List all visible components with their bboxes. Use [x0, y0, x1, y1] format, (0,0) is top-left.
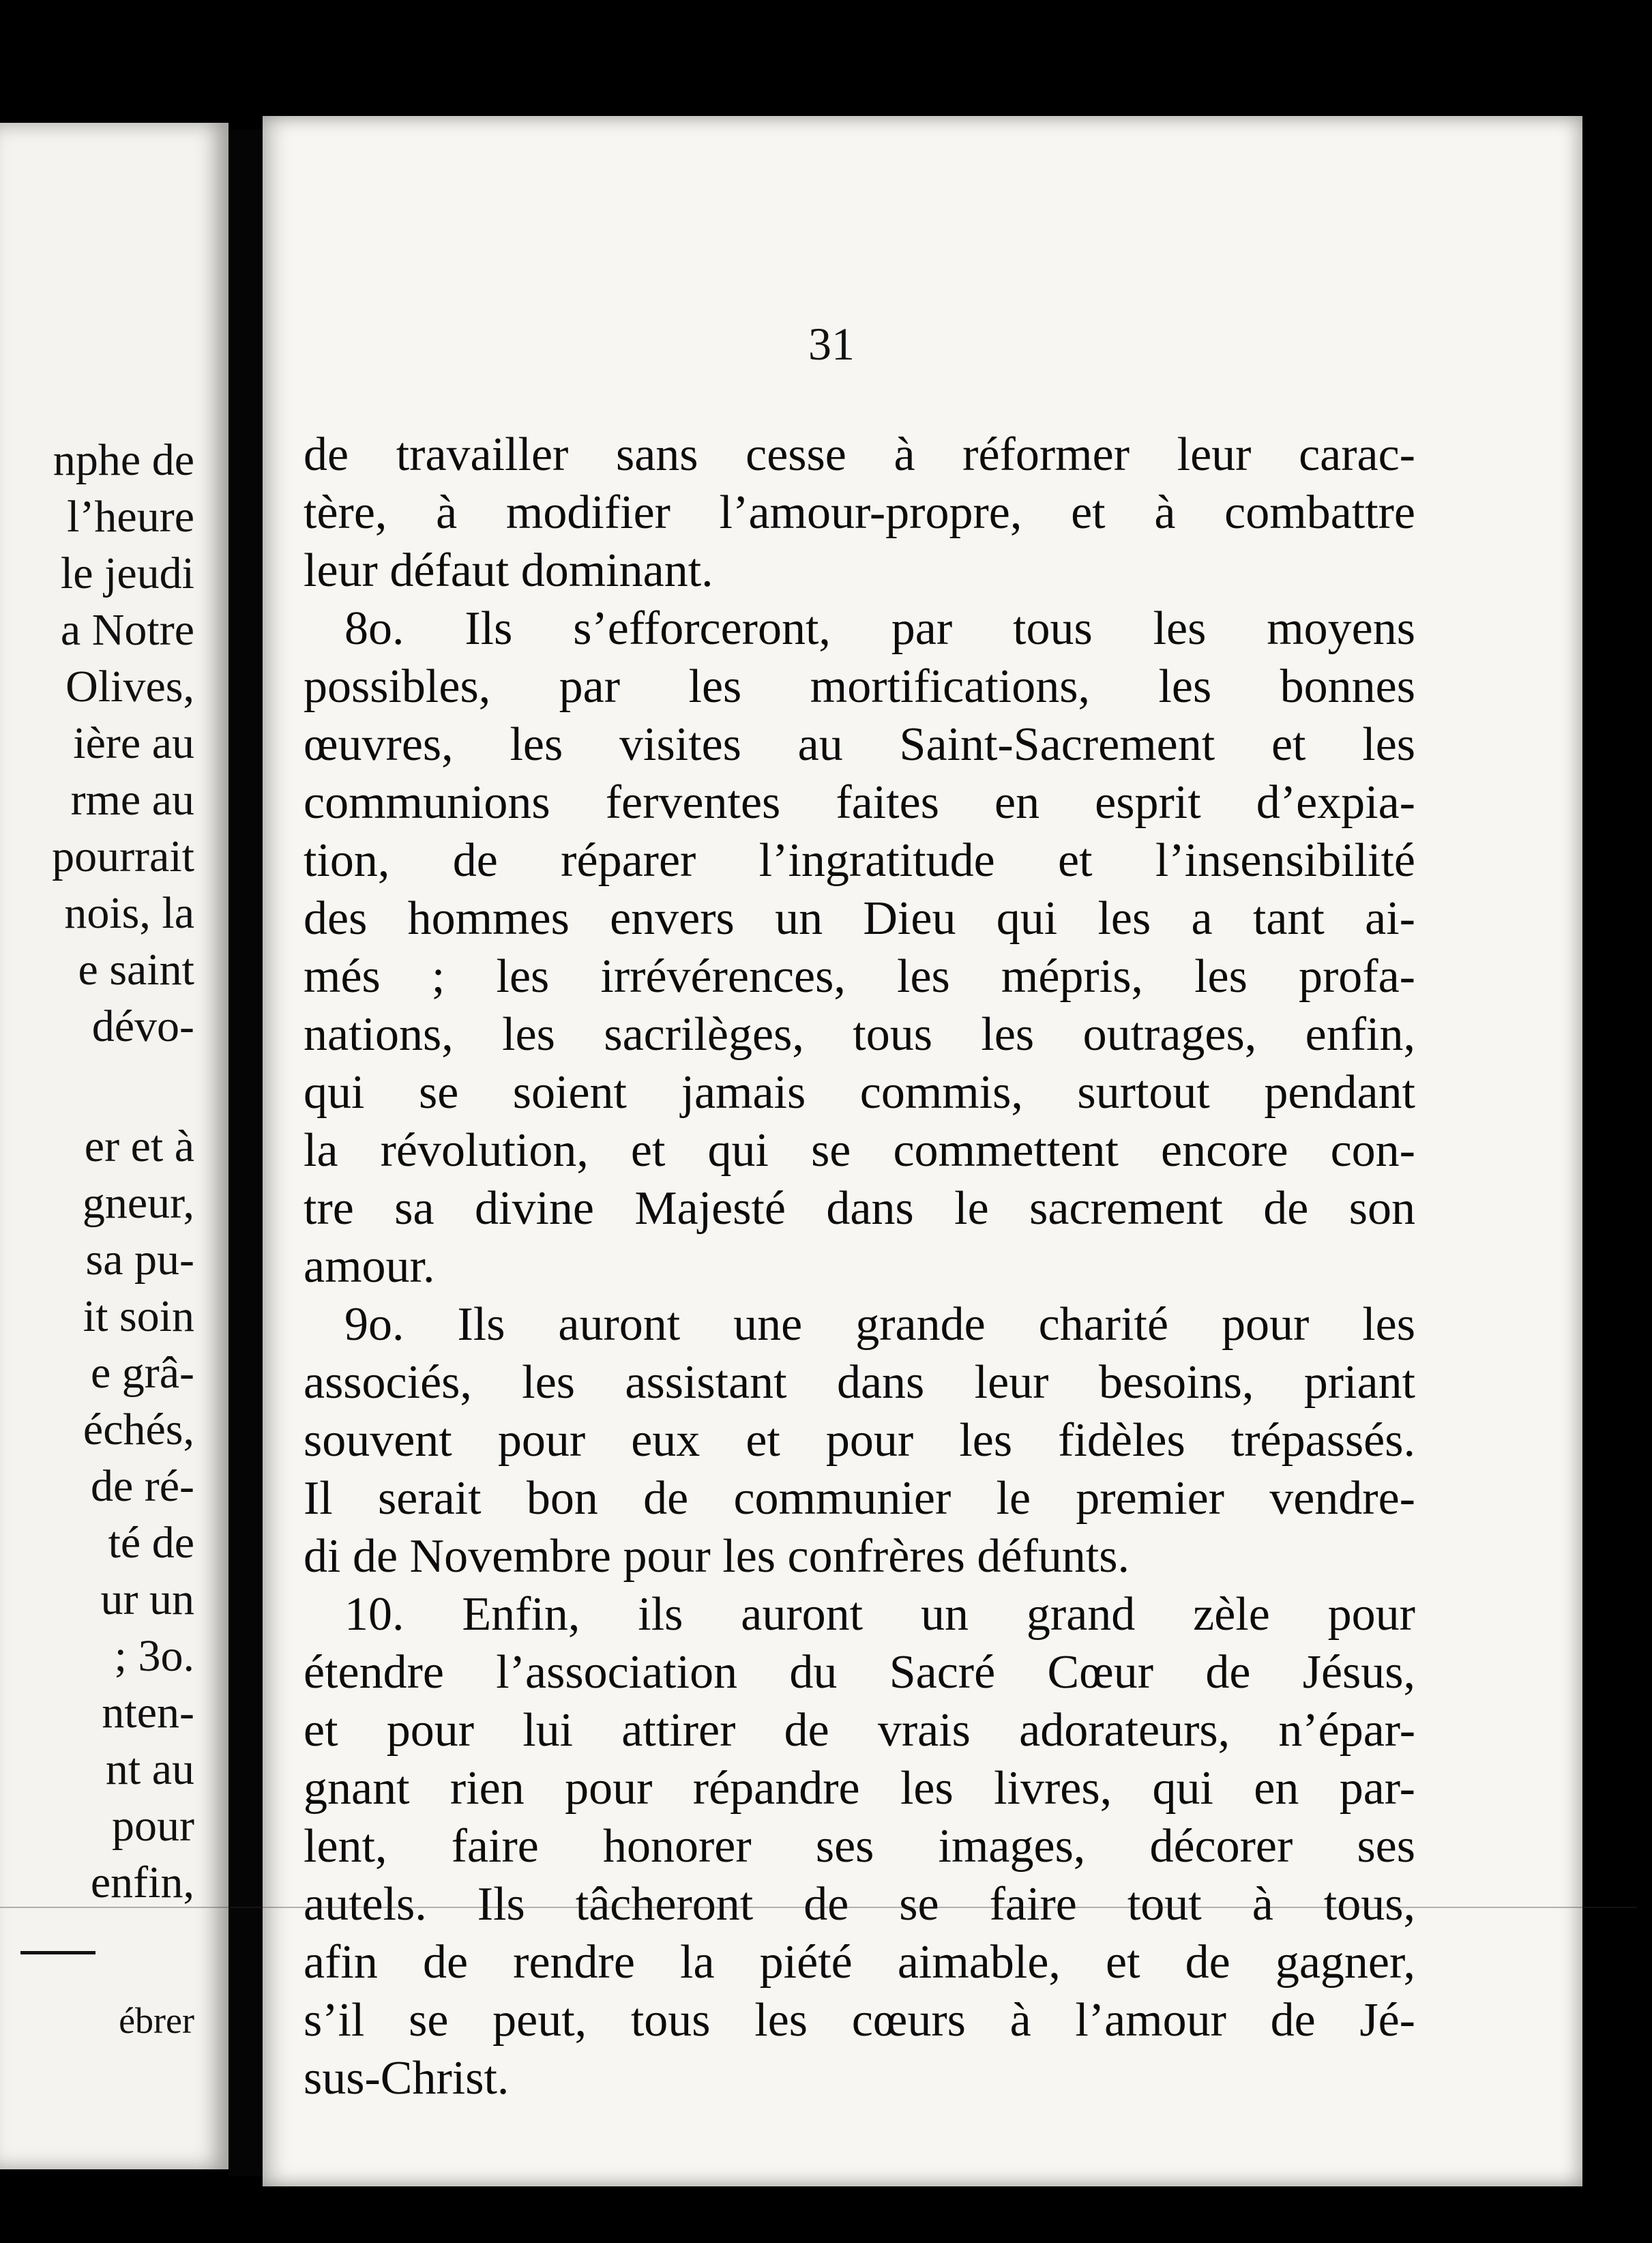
text-line: autels. Ils tâcheront de se faire tout à tous,	[304, 1878, 1415, 1931]
text-line: étendre l’association du Sacré Cœur de Jésus,	[304, 1646, 1415, 1699]
text-line: tre sa divine Majesté dans le sacrement de son	[304, 1182, 1415, 1235]
text-line: leur défaut dominant.	[304, 544, 713, 597]
left-page-line: l’heure	[67, 492, 194, 542]
text-line: afin de rendre la piété aimable, et de gagner,	[304, 1936, 1415, 1989]
left-page-line: sa pu-	[85, 1235, 194, 1285]
left-page-line: pourrait	[52, 832, 194, 881]
text-line: souvent pour eux et pour les fidèles trépassés.	[304, 1414, 1415, 1467]
text-line: s’il se peut, tous les cœurs à l’amour de Jé-	[304, 1994, 1415, 2047]
text-line: Il serait bon de communier le premier vendre-	[304, 1472, 1415, 1525]
text-line: tion, de réparer l’ingratitude et l’insensibilité	[304, 834, 1415, 887]
left-page-line: nten-	[102, 1688, 194, 1738]
left-page-line: ébrer	[119, 2000, 194, 2041]
text-line: lent, faire honorer ses images, décorer ses	[304, 1820, 1415, 1873]
text-line: la révolution, et qui se commettent encore con-	[304, 1124, 1415, 1177]
left-page-line: dévo-	[91, 1001, 194, 1051]
left-page-line: té de	[108, 1518, 194, 1568]
left-page-line: pour	[112, 1801, 194, 1851]
left-page-line: enfin,	[90, 1858, 194, 1907]
text-line: des hommes envers un Dieu qui les a tant ai-	[304, 892, 1415, 945]
text-line: communions ferventes faites en esprit d’expia-	[304, 776, 1415, 829]
left-page-line: er et à	[84, 1122, 194, 1171]
text-line: œuvres, les visites au Saint-Sacrement et les	[304, 718, 1415, 771]
left-page-line: de ré-	[90, 1461, 194, 1511]
left-page-line: Olives,	[65, 662, 194, 712]
left-page-line: ; 3o.	[114, 1631, 194, 1681]
text-line: sus-Christ.	[304, 2052, 510, 2105]
text-line: 10. Enfin, ils auront un grand zèle pour	[344, 1588, 1415, 1641]
left-page-line: e saint	[78, 945, 194, 995]
scan-scratch-line	[0, 1907, 1637, 1908]
left-page-line: ur un	[100, 1574, 194, 1624]
text-line: amour.	[304, 1240, 435, 1293]
left-page-line: ière au	[73, 718, 194, 768]
left-page-line: it soin	[83, 1291, 194, 1341]
text-line: di de Novembre pour les confrères défunts.	[304, 1530, 1130, 1583]
left-page-line: rme au	[70, 775, 194, 825]
text-line: 8o. Ils s’efforceront, par tous les moyens	[344, 602, 1415, 655]
left-page-line: nphe de	[53, 435, 194, 485]
text-line: gnant rien pour répandre les livres, qui en par-	[304, 1762, 1415, 1815]
text-line: tère, à modifier l’amour-propre, et à combattre	[304, 486, 1415, 539]
text-line: 9o. Ils auront une grande charité pour les	[344, 1298, 1415, 1351]
left-page-line: e grâ-	[90, 1348, 194, 1398]
text-line: de travailler sans cesse à réformer leur carac-	[304, 428, 1415, 481]
text-line: nations, les sacrilèges, tous les outrages, enfin,	[304, 1008, 1415, 1061]
left-page-line: échés,	[83, 1405, 194, 1454]
left-page-rule	[20, 1951, 95, 1954]
left-page-fragment	[0, 123, 228, 2169]
left-page-line: nt au	[105, 1744, 194, 1794]
left-page-line: nois, la	[64, 888, 194, 938]
text-line: qui se soient jamais commis, surtout pendant	[304, 1066, 1415, 1119]
text-line: associés, les assistant dans leur besoins, priant	[304, 1356, 1415, 1409]
text-line: més ; les irrévérences, les mépris, les profa-	[304, 950, 1415, 1003]
left-page-line: le jeudi	[60, 548, 194, 598]
text-line: possibles, par les mortifications, les bonnes	[304, 660, 1415, 713]
text-line: et pour lui attirer de vrais adorateurs, n’épar-	[304, 1704, 1415, 1757]
page-number: 31	[808, 318, 855, 370]
left-page-line: gneur,	[82, 1178, 194, 1228]
left-page-line: a Notre	[60, 605, 194, 655]
